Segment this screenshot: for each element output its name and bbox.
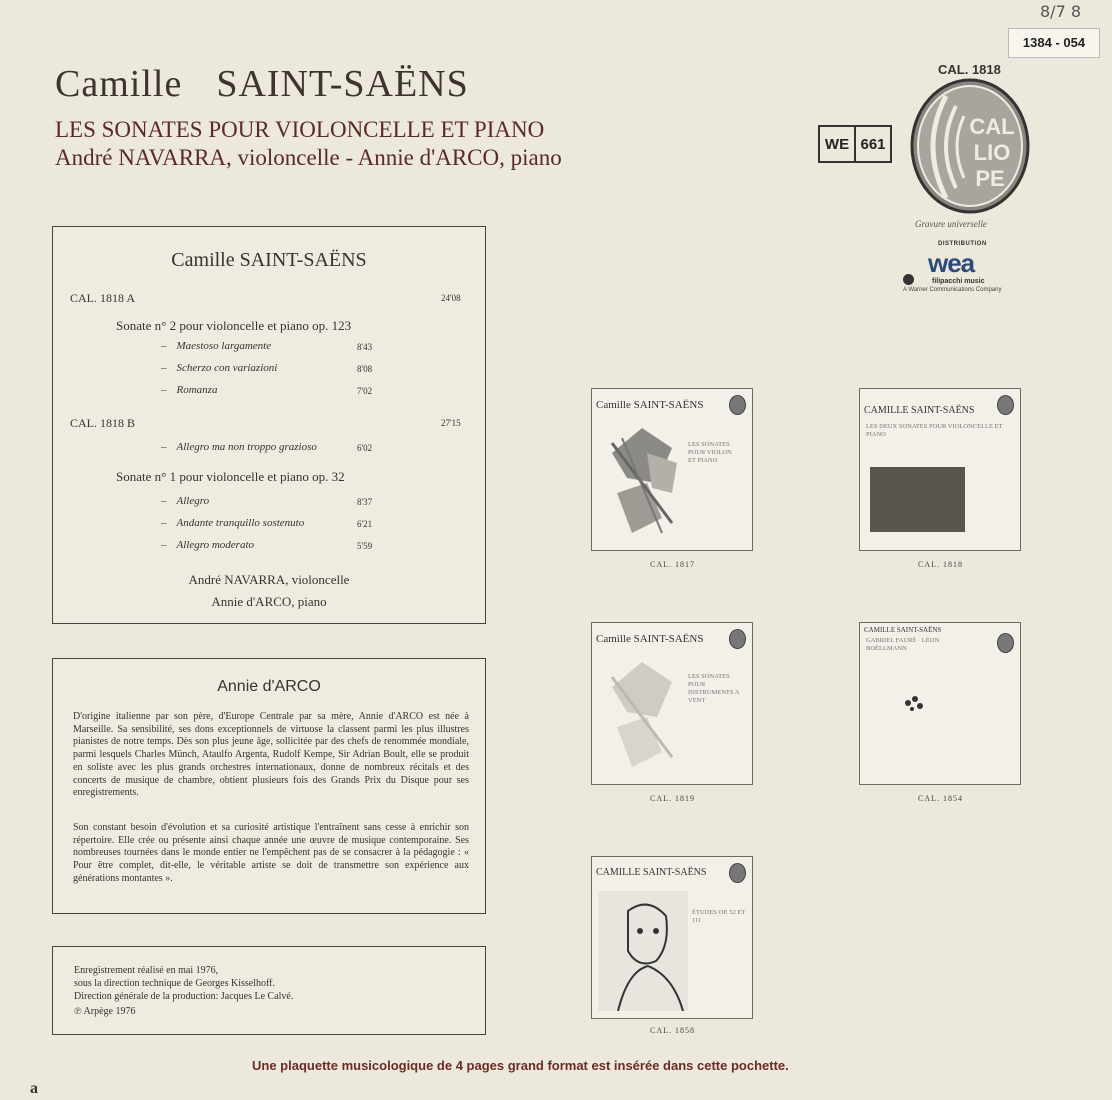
composer-first-name: Camille [55,63,183,105]
calliope-mini-logo [729,629,746,649]
calliope-mini-logo [997,633,1014,653]
movement-row: – Romanza [161,384,218,396]
movement-row: – Allegro ma non troppo grazioso [161,441,317,453]
composer-name [55,62,469,106]
biography-paragraph: Son constant besoin d'évolution et sa curiosité artistique l'entraînent sans cesse à enrichir son répertoire. Elle crée ou présente ainsi chaque année une œuvre de musique contemporaine. Ses nombreuses tournées dans le monde entier ne l'empêchent pas de se consacrer à la pédagogie : « Pour être complet, dit-elle, le véritable artiste se doit de transmettre son expérience aux générations montantes ». [73,822,469,884]
catalog-album-cover [591,388,753,551]
biography-box [52,658,486,914]
abstract-artwork [602,657,682,775]
footer-note: Une plaquette musicologique de 4 pages grand format est insérée dans cette pochette. [252,1058,789,1073]
recording-line: sous la direction technique de Georges Kisselhoff. [74,978,275,989]
pencil-note: 8/7 8 [1040,2,1082,21]
sonata-2-title: Sonate n° 2 pour violoncelle et piano op. 123 [116,318,352,333]
bird-artwork [900,691,930,715]
movement-title: Allegro ma non troppo grazioso [176,441,317,453]
catalog-caption: CAL. 1817 [650,560,695,569]
catalog-album-subtitle: GABRIEL FAURÉ · LÉON BOËLLMANN [866,637,940,652]
credit-pianist: Annie d'ARCO, piano [211,594,327,609]
movement-duration: 8'08 [357,364,373,374]
we-code: WE [820,127,856,161]
catalog-album-cover [859,388,1021,551]
movement-title: Allegro [176,495,210,507]
movement-duration: 8'37 [357,497,373,507]
composer-last-name: SAINT-SAËNS [216,63,469,105]
side-b-total: 27'15 [441,418,461,428]
movement-title: Romanza [176,384,218,396]
movement-row: – Andante tranquillo sostenuto [161,517,305,529]
filipacchi-label: filipacchi music [932,278,985,285]
we-code-box [818,125,892,163]
logo-text-1: CAL [969,114,1015,139]
we-number: 661 [860,135,886,153]
side-b-label: CAL. 1818 B [70,416,136,430]
gravure-universelle: Gravure universelle [915,219,987,229]
catalog-album-subtitle: LES SONATES POUR VIOLON ET PIANO [688,441,732,464]
movement-row: – Maestoso largamente [161,340,272,352]
catalog-album-subtitle: LES SONATES POUR INSTRUMENTS A VENT [688,673,740,704]
movement-duration: 7'02 [357,386,373,396]
catalog-caption: CAL. 1818 [918,560,963,569]
performers-line: André NAVARRA, violoncelle - Annie d'ARCO, piano [55,145,562,170]
catalog-album-cover [591,622,753,785]
movement-duration: 6'21 [357,519,373,529]
movement-title: Scherzo con variazioni [176,362,278,374]
side-a-label: CAL. 1818 A [70,291,136,305]
album-title: LES SONATES POUR VIOLONCELLE ET PIANO [55,117,545,142]
portrait-artwork [598,891,688,1011]
sonata-1-title: Sonate n° 1 pour violoncelle et piano op. 32 [116,469,345,484]
catalog-album-subtitle: LES DEUX SONATES POUR VIOLONCELLE ET PIANO [866,423,1003,438]
logo-text-2: LIO [973,140,1011,165]
movement-duration: 8'43 [357,342,373,352]
side-a-total: 24'08 [441,293,461,303]
catalog-album-title: CAMILLE SAINT-SAËNS [596,867,707,878]
recording-line: Direction générale de la production: Jacques Le Calvé. [74,991,294,1002]
corner-mark: a [30,1080,38,1097]
biography-heading: Annie d'ARCO [217,678,321,695]
movement-row: – Allegro [161,495,210,507]
abstract-artwork [602,423,682,541]
catalog-album-title: CAMILLE SAINT-SAËNS [864,405,975,416]
calliope-logo [906,76,1034,216]
calliope-mini-logo [997,395,1014,415]
tracklist-box [52,226,486,624]
distribution-label: DISTRIBUTION [938,241,987,247]
recording-line: Enregistrement réalisé en mai 1976, [74,965,219,976]
movement-title: Maestoso largamente [176,340,272,352]
credit-cellist: André NAVARRA, violoncelle [188,572,350,587]
catalog-album-cover [859,622,1021,785]
cal-number: CAL. 1818 [938,62,1001,77]
catalog-album-subtitle: ÉTUDES OP. 52 ET 111 [692,909,746,924]
biography-paragraph: D'origine italienne par son père, d'Europe Centrale par sa mère, Annie d'ARCO est née à Marseille. Sa sensibilité, ses dons exceptionnels de virtuose la classent parmi les plus illustres pianistes de notre temps. Dès son plus jeune âge, sollicitée par des chefs de renommée mondiale, parmi lesquels Charles Münch, Ataulfo Argenta, Rudolf Kempe, Sir Adrian Boult, elle se produit en soliste avec les plus grands orchestres internationaux, donne de nombreux récitals et des concerts de musique de chambre, obtient plusieurs fois des Grands Prix du Disque pour ses enregistrements. [73,711,469,799]
movement-title: Allegro moderato [176,539,254,551]
catalog-caption: CAL. 1819 [650,794,695,803]
movement-duration: 5'59 [357,541,373,551]
catalog-album-title: CAMILLE SAINT-SAËNS [864,626,942,634]
recording-credits-box [52,946,486,1035]
movement-title: Andante tranquillo sostenuto [176,517,305,529]
wea-logo: wea [928,248,975,278]
catalog-album-title: Camille SAINT-SAËNS [596,399,704,411]
warner-line: A Warner Communications Company [903,287,1002,293]
catalog-caption: CAL. 1858 [650,1026,695,1035]
logo-text-3: PE [975,166,1005,191]
cello-photo [870,467,965,532]
catalog-caption: CAL. 1854 [918,794,963,803]
catalog-sticker: 1384 - 054 [1008,28,1100,58]
movement-row: – Scherzo con variazioni [161,362,278,374]
catalog-album-title: Camille SAINT-SAËNS [596,633,704,645]
warner-icon [903,274,914,285]
movement-duration: 6'02 [357,443,373,453]
tracklist-heading: Camille SAINT-SAËNS [171,249,367,271]
copyright-line: ℗ Arpège 1976 [74,1006,136,1017]
movement-row: – Allegro moderato [161,539,254,551]
calliope-mini-logo [729,863,746,883]
calliope-mini-logo [729,395,746,415]
catalog-album-cover [591,856,753,1019]
